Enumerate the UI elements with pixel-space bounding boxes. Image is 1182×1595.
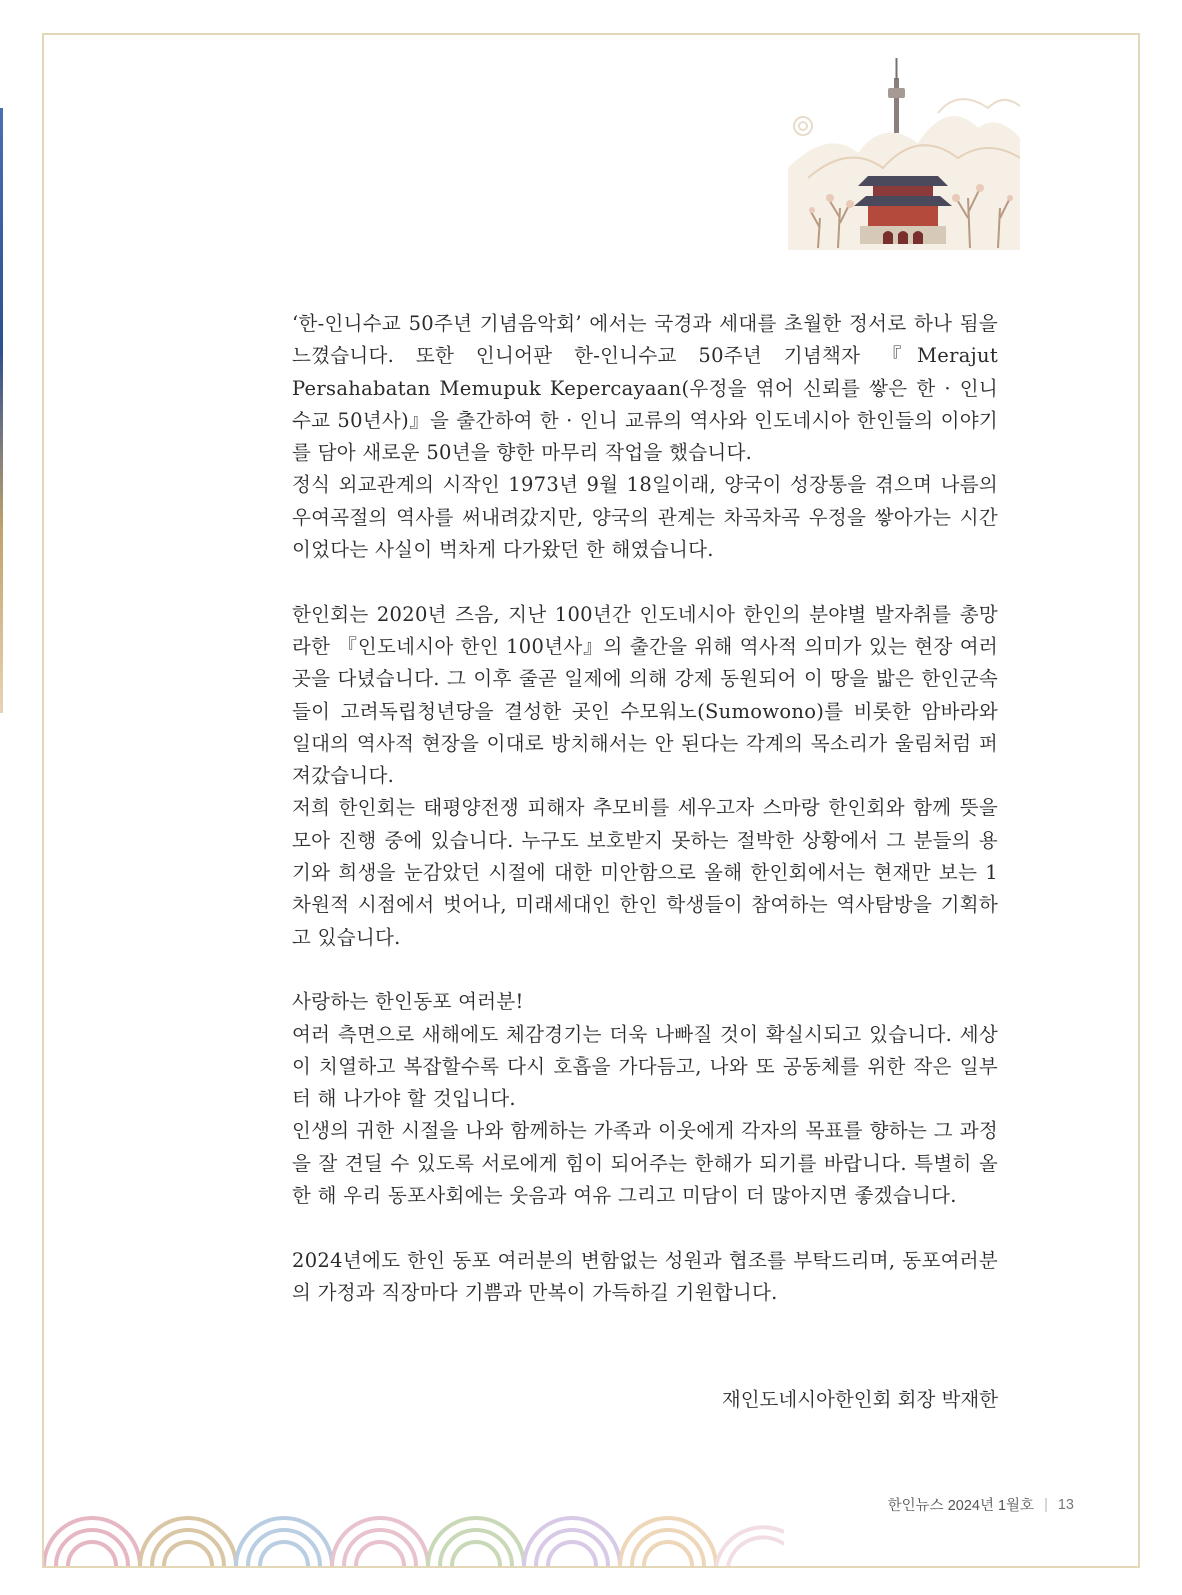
paragraph-economy: 여러 측면으로 새해에도 체감경기는 더욱 나빠질 것이 확실시되고 있습니다. 세상이 치열하고 복잡할수록 다시 호흡을 가다듬고, 나와 또 공동체를 위한 작은 일부터 해 나가야 할 것입니다.	[292, 1022, 998, 1111]
paragraph-closing: 2024년에도 한인 동포 여러분의 변함없는 성원과 협조를 부탁드리며, 동포여러분의 가정과 직장마다 기쁨과 만복이 가득하길 기원합니다.	[292, 1248, 998, 1304]
paragraph-greeting: 사랑하는 한인동포 여러분!	[292, 990, 524, 1014]
paragraph-memorial: 저희 한인회는 태평양전쟁 피해자 추모비를 세우고자 스마랑 한인회와 함께 뜻을 모아 진행 중에 있습니다. 누구도 보호받지 못하는 절박한 상황에서 그 분들의 용기와 희생을 눈감았던 시절에 대한 미안함으로 올해 한인회에서는 현재만 보는 1차원적 시점에서 벗어나, 미래세대인 한인 학생들이 참여하는 역사탐방을 기획하고 있습니다.	[292, 796, 998, 949]
publication-name: 한인뉴스 2024년 1월호	[887, 1498, 1035, 1514]
paragraph-gap	[292, 566, 998, 598]
page-footer	[888, 1494, 1074, 1515]
palace-tower-illustration	[788, 58, 1020, 250]
paragraph-gap	[292, 954, 998, 986]
paragraph-wishes: 인생의 귀한 시절을 나와 함께하는 가족과 이웃에게 각자의 목표를 향하는 그 과정을 잘 견딜 수 있도록 서로에게 힘이 되어주는 한해가 되기를 바랍니다. 특별히 올 한 해 우리 동포사회에는 웃음과 여유 그리고 미담이 더 많아지면 좋겠습니다.	[292, 1119, 998, 1208]
letter-body	[292, 308, 998, 1309]
left-edge-strip	[0, 108, 3, 713]
paragraph-anniversary-concert: ‘한-인니수교 50주년 기념음악회’ 에서는 국경과 세대를 초월한 정서로 하나 됨을 느꼈습니다. 또한 인니어판 한-인니수교 50주년 기념책자 『Merajut Persahabatan Memupuk Kepercayaan(우정을 엮어 신뢰를 쌓은 한 · 인니 수교 50년사)』을 출간하여 한 · 인니 교류의 역사와 인도네시아 한인들의 이야기를 담아 새로운 50년을 향한 마무리 작업을 했습니다.	[292, 312, 998, 465]
paragraph-history-book: 한인회는 2020년 즈음, 지난 100년간 인도네시아 한인의 분야별 발자취를 총망라한 『인도네시아 한인 100년사』의 출간을 위해 역사적 의미가 있는 현장 여러 곳을 다녔습니다. 그 이후 줄곧 일제에 의해 강제 동원되어 이 땅을 밟은 한인군속들이 고려독립청년당을 결성한 곳인 수모워노(Sumowono)를 비롯한 암바라와 일대의 역사적 현장을 이대로 방치해서는 안 된다는 각계의 목소리가 울림처럼 퍼져갔습니다.	[292, 602, 998, 788]
page-number: 13	[1057, 1496, 1074, 1513]
signature: 재인도네시아한인회 회장 박재한	[721, 1388, 998, 1411]
paragraph-gap	[292, 1212, 998, 1244]
wave-pattern-decoration	[44, 1472, 784, 1566]
paragraph-diplomatic-relations: 정식 외교관계의 시작인 1973년 9월 18일이래, 양국이 성장통을 겪으며 나름의 우여곡절의 역사를 써내려갔지만, 양국의 관계는 차곡차곡 우정을 쌓아가는 시간이었다는 사실이 벅차게 다가왔던 한 해였습니다.	[292, 473, 998, 562]
footer-separator: |	[1044, 1496, 1048, 1513]
